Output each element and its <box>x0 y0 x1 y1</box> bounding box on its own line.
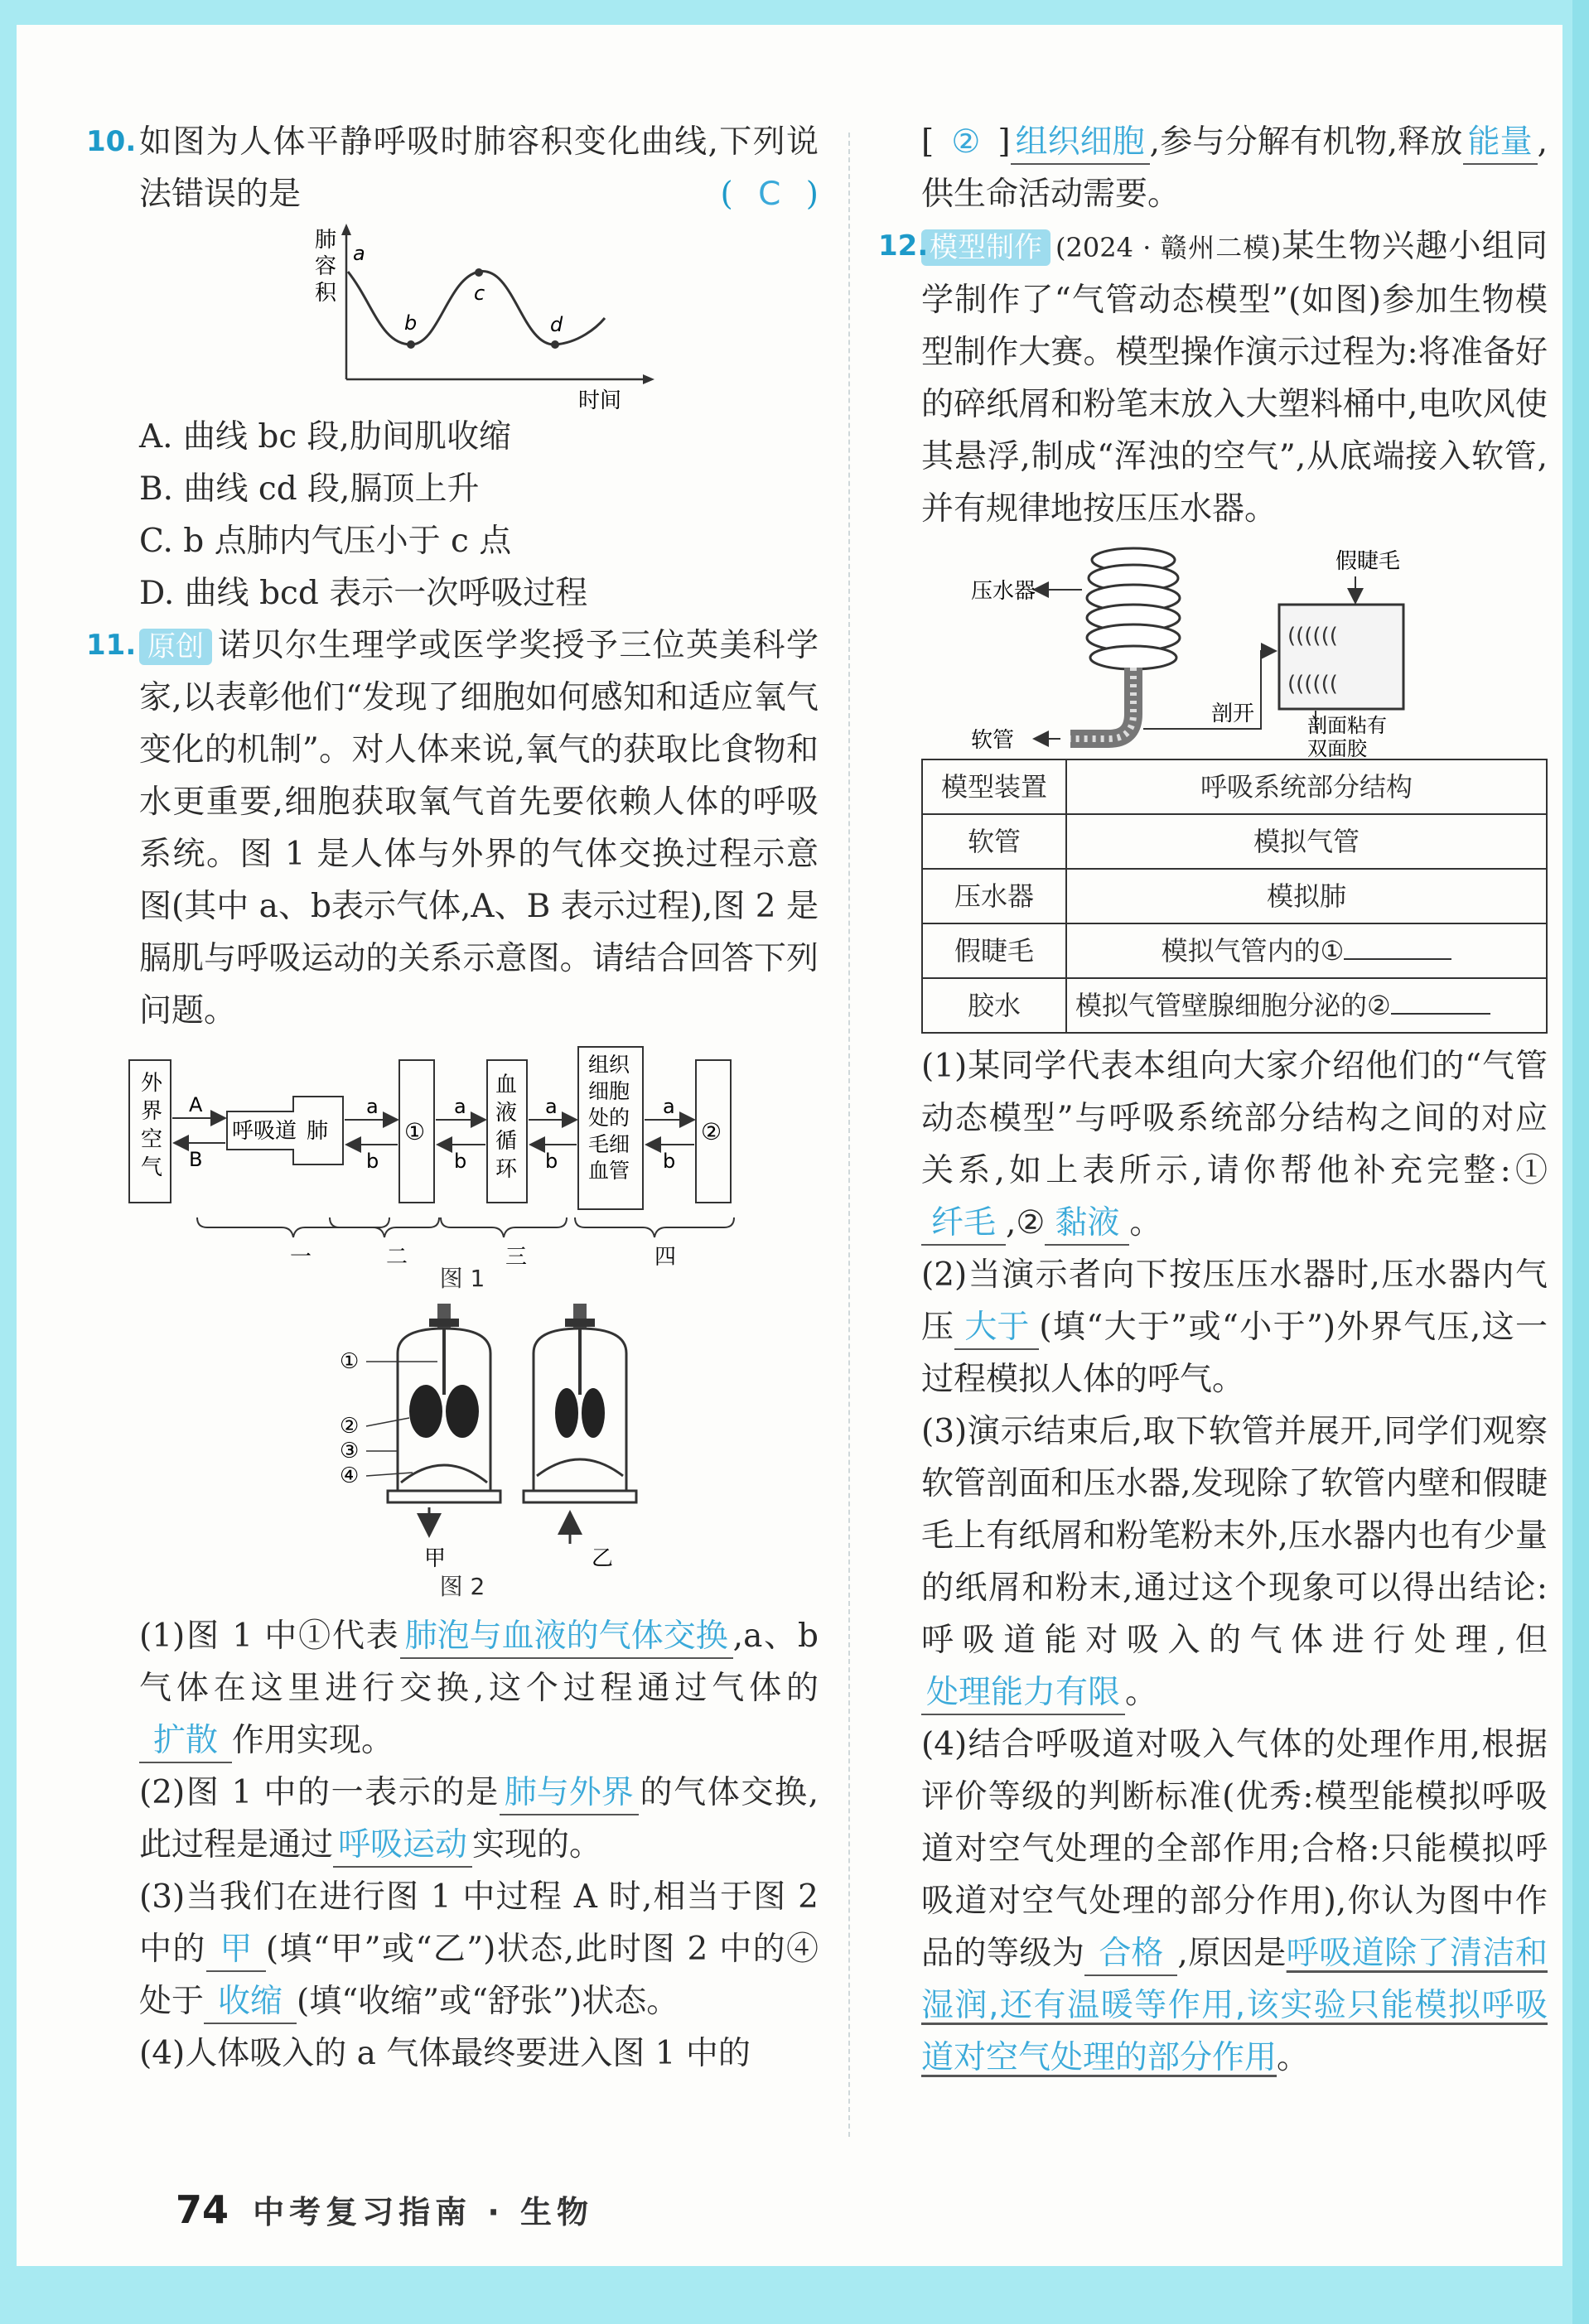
q10-ylabel-3: 积 <box>315 281 337 306</box>
fig2-caption: 图 2 <box>439 1573 485 1600</box>
q11-sub2: (2)图 1 中的一表示的是 肺与外界 的气体交换,此过程是通过 呼吸运动 实现的。 <box>139 1767 819 1871</box>
q10-answer: C <box>758 176 781 213</box>
table-cell: 假睫毛 <box>922 923 1066 978</box>
q12-badge: 模型制作 <box>921 229 1050 266</box>
fig1-b2: b <box>454 1150 467 1173</box>
pump-coil <box>1087 548 1180 669</box>
q10-answer-paren: ( C ) <box>720 176 819 213</box>
table-cell-blank: 模拟气管内的① <box>1066 923 1547 978</box>
q11-number: 11. <box>86 629 137 662</box>
q12-sub3: (3)演示结束后,取下软管并展开,同学们观察软管剖面和压水器,发现除了软管内壁和假睫毛上有纸屑和粉笔粉末外,压水器内也有少量的纸屑和粉末,通过这个现象可以得出结论:呼吸道能对吸入的气体进行处理,但处理能力有限 。 <box>921 1405 1548 1719</box>
table-row <box>922 869 1547 923</box>
fig1-circ-2: 液 <box>495 1101 518 1126</box>
q10-ylabel-1: 肺 <box>315 228 337 253</box>
q12-sub2: (2)当演示者向下按压压水器时,压水器内气压 大于 (填“大于”或“小于”)外界气压,这一过程模拟人体的呼气。 <box>921 1256 1548 1398</box>
fig2-label-4: ④ <box>340 1463 360 1488</box>
q11-badge: 原创 <box>139 629 212 665</box>
fig1-section-1: 一 <box>290 1245 312 1269</box>
fig1-airway-label: 呼吸道 <box>232 1119 297 1144</box>
fig-glue-label-1: 剖面粘有 <box>1307 714 1387 737</box>
table-cell-blank: 模拟气管壁腺细胞分泌的② <box>1066 978 1547 1033</box>
fig1-a2: a <box>454 1095 466 1118</box>
q11-stem-text: 诺贝尔生理学或医学奖授予三位英美科学家,以表彰他们“发现了细胞如何感知和适应氧气变化的机制”。对人体来说,氧气的获取比食物和水更重要,细胞获取氧气首先要依赖人体的呼吸系统。图 1 是人体与外界的气体交换过程示意图(其中 a、b表示气体,A、B 表示过程),图 2 是膈肌与呼吸运动的关系示意图。请结合回答下列问题。 <box>139 627 819 1029</box>
q12-stem <box>878 220 1548 535</box>
table-cell: 软管 <box>922 814 1066 869</box>
page-number: 74 <box>176 2187 229 2232</box>
q10-number: 10. <box>86 125 137 158</box>
q10-label-b: b <box>404 311 418 335</box>
q12-s1-answer-1: 纤毛 <box>921 1203 1006 1246</box>
fig1-cap-1: 组织 <box>588 1053 630 1077</box>
fig2-bell-jar-yi <box>524 1304 636 1544</box>
q10-label-c: c <box>474 282 485 305</box>
fig2-leader-2 <box>366 1418 409 1426</box>
fig1-outside-2: 界 <box>141 1099 163 1124</box>
fig1-circle2: ② <box>701 1118 722 1145</box>
q11-fig1-area <box>139 1037 819 1269</box>
q10-label-d: d <box>550 313 563 336</box>
fig1-outside-4: 气 <box>141 1155 163 1180</box>
q12-number: 12. <box>878 229 929 263</box>
table-cell: 胶水 <box>922 978 1066 1033</box>
fig1-label-B: B <box>189 1148 203 1171</box>
q11-s4-answer-2: 组织细胞 <box>1011 122 1150 165</box>
hose-tube <box>1070 668 1133 739</box>
fig1-b4: b <box>663 1150 676 1173</box>
fig1-brace-4 <box>575 1217 734 1237</box>
fig1-circ-3: 循 <box>495 1129 518 1154</box>
q11-figure-1 <box>128 1044 807 1269</box>
page-footer <box>176 2187 593 2232</box>
fig1-circ-4: 环 <box>495 1157 518 1182</box>
q10-option-a: A. 曲线 bc 段,肋间肌收缩 <box>139 418 511 456</box>
q11-s1-answer-1: 肺泡与血液的气体交换 <box>400 1616 733 1659</box>
table-cell: 压水器 <box>922 869 1066 923</box>
q10-option-d: D. 曲线 bcd 表示一次呼吸过程 <box>139 575 588 612</box>
q12-sub4: (4)结合呼吸道对吸入气体的处理作用,根据评价等级的判断标准(优秀:模型能模拟呼吸道对空气处理的全部作用;合格:只能模拟呼吸道对空气处理的部分作用),你认为图中作品的等级为 合格 ,原因是呼吸道除了清洁和湿润,还有温暖等作用,该实验只能模拟呼吸道对空气处理的部分作用。 <box>921 1726 1548 2076</box>
fig1-circle1: ① <box>404 1118 426 1145</box>
q11-s2-answer-2: 呼吸运动 <box>333 1825 472 1868</box>
q12-model-table <box>921 759 1548 1034</box>
fig1-cap-2: 细胞 <box>588 1079 630 1103</box>
fig1-cap-5: 血管 <box>588 1159 630 1183</box>
q10-x-arrow <box>643 374 654 384</box>
q12-stem-text: 某生物兴趣小组同学制作了“气管动态模型”(如图)参加生物模型制作大赛。模型操作演示过程为:将准备好的碎纸屑和粉笔末放入大塑料桶中,电吹风使其悬浮,制成“浑浊的空气”,从底端接入软管,并有规律地按压压水器。 <box>921 228 1548 528</box>
q12-model-figure <box>946 543 1526 760</box>
q11-s3-answer-1: 甲 <box>206 1929 266 1972</box>
q10-lung-volume-chart <box>315 220 663 411</box>
book-title: 中考复习指南 · 生物 <box>253 2194 594 2230</box>
fig1-section-4: 四 <box>654 1245 677 1269</box>
q12-s3-answer: 处理能力有限 <box>921 1672 1125 1715</box>
fig2-jia-label: 甲 <box>424 1546 447 1570</box>
q11-fig2-area <box>139 1295 819 1570</box>
fig-glue-label-2: 双面胶 <box>1307 737 1367 760</box>
fig2-label-1: ① <box>340 1349 360 1374</box>
fig1-cap-4: 毛细 <box>588 1132 630 1156</box>
q11-sub4: (4)人体吸入的 a 气体最终要进入图 1 中的 <box>139 2035 751 2072</box>
q10-chart-area <box>139 220 819 411</box>
fig2-bell-jar-jia <box>388 1304 500 1536</box>
q10-y-arrow <box>341 224 351 235</box>
fig1-a1: a <box>366 1095 379 1118</box>
q10-stem <box>86 116 819 220</box>
q10-xlabel: 时间 <box>578 388 622 411</box>
table-cell: 模拟气管 <box>1066 814 1547 869</box>
q12-s4-answer-2: 呼吸道除了清洁和湿润,还有温暖等作用,该实验只能模拟呼吸道对空气处理的部分作用 <box>921 1935 1548 2076</box>
q12-source: (2024 · 赣州二模) <box>1055 232 1282 263</box>
q12-s1-answer-2: 黏液 <box>1045 1203 1129 1246</box>
fig1-brace-3 <box>441 1217 567 1237</box>
fig1-lung-label: 肺 <box>307 1119 329 1144</box>
table-row <box>922 978 1547 1033</box>
table-header-cell: 呼吸系统部分结构 <box>1066 759 1547 814</box>
fig-lash-label: 假睫毛 <box>1335 549 1401 574</box>
q11-s3-answer-2: 收缩 <box>204 1981 297 2024</box>
table-cell: 模拟肺 <box>1066 869 1547 923</box>
right-column <box>878 116 1548 2084</box>
table-header-cell: 模型装置 <box>922 759 1066 814</box>
q10-point-c <box>475 268 483 277</box>
q11-sub3: (3)当我们在进行图 1 中过程 A 时,相当于图 2 中的 甲 (填“甲”或“乙”)状态,此时图 2 中的④处于 收缩 (填“收缩”或“舒张”)状态。 <box>139 1871 819 2027</box>
fig1-b1: b <box>366 1150 379 1173</box>
q10-point-b <box>407 340 415 349</box>
fig1-section-2: 二 <box>386 1245 408 1269</box>
fig1-outside-1: 外 <box>141 1071 163 1096</box>
q11-continuation: [ ② ] 组织细胞 ,参与分解有机物,释放 能量 ,供生命活动需要。 <box>921 123 1548 213</box>
page-edge-strip <box>1572 0 1589 2324</box>
fig1-outside-3: 空 <box>141 1127 163 1152</box>
fig1-cap-3: 处的 <box>588 1106 630 1130</box>
svg-text:((((((: (((((( <box>1287 624 1338 649</box>
fig1-caption: 图 1 <box>439 1265 485 1292</box>
fig1-a4: a <box>663 1095 675 1118</box>
q12-s4-answer-1: 合格 <box>1084 1933 1177 1976</box>
q11-sub1: (1)图 1 中①代表 肺泡与血液的气体交换 ,a、b 气体在这里进行交换,这个过程通过气体的扩散 作用实现。 <box>139 1610 819 1767</box>
q10-option-b: B. 曲线 cd 段,膈顶上升 <box>139 470 480 508</box>
fig2-yi-label: 乙 <box>592 1546 614 1570</box>
q11-stem <box>86 620 819 1037</box>
q12-figure-area <box>921 535 1548 760</box>
fig1-label-A: A <box>189 1093 203 1116</box>
q12-s2-answer: 大于 <box>954 1307 1039 1350</box>
fig1-a3: a <box>545 1095 558 1118</box>
table-header-row <box>922 759 1547 814</box>
q10-stem-text: 如图为人体平静呼吸时肺容积变化曲线,下列说法错误的是 <box>139 123 819 213</box>
q11-s1-answer-2: 扩散 <box>139 1720 232 1763</box>
fig2-leader-4 <box>366 1473 413 1476</box>
q11-figure-2 <box>338 1295 719 1570</box>
svg-text:((((((: (((((( <box>1287 672 1338 697</box>
q11-s4-answer-1: ② <box>951 123 981 161</box>
table-row <box>922 923 1547 978</box>
fig2-label-3: ③ <box>340 1439 360 1463</box>
q10-label-a: a <box>353 242 365 265</box>
q10-ylabel-2: 容 <box>315 254 337 279</box>
q12-sub1: (1)某同学代表本组向大家介绍他们的“气管动态模型”与呼吸系统部分结构之间的对应关系,如上表所示,请你帮他补充完整:①纤毛 ,② 黏液 。 <box>921 1040 1548 1249</box>
fig2-label-2: ② <box>340 1414 360 1439</box>
q11-s2-answer-1: 肺与外界 <box>500 1772 639 1815</box>
q10-option-c: C. b 点肺内气压小于 c 点 <box>139 523 512 560</box>
fig1-circ-1: 血 <box>495 1073 518 1097</box>
table-row <box>922 814 1547 869</box>
fig-pump-label: 压水器 <box>971 579 1036 604</box>
fig-cut-label: 剖开 <box>1211 702 1255 726</box>
left-column <box>86 116 819 2080</box>
fig-hose-label: 软管 <box>971 728 1015 753</box>
q11-s4-answer-3: 能量 <box>1463 122 1538 165</box>
fig1-section-3: 三 <box>505 1245 528 1269</box>
q10-point-d <box>551 340 559 349</box>
column-divider <box>848 133 850 2137</box>
fig1-b3: b <box>545 1150 558 1173</box>
